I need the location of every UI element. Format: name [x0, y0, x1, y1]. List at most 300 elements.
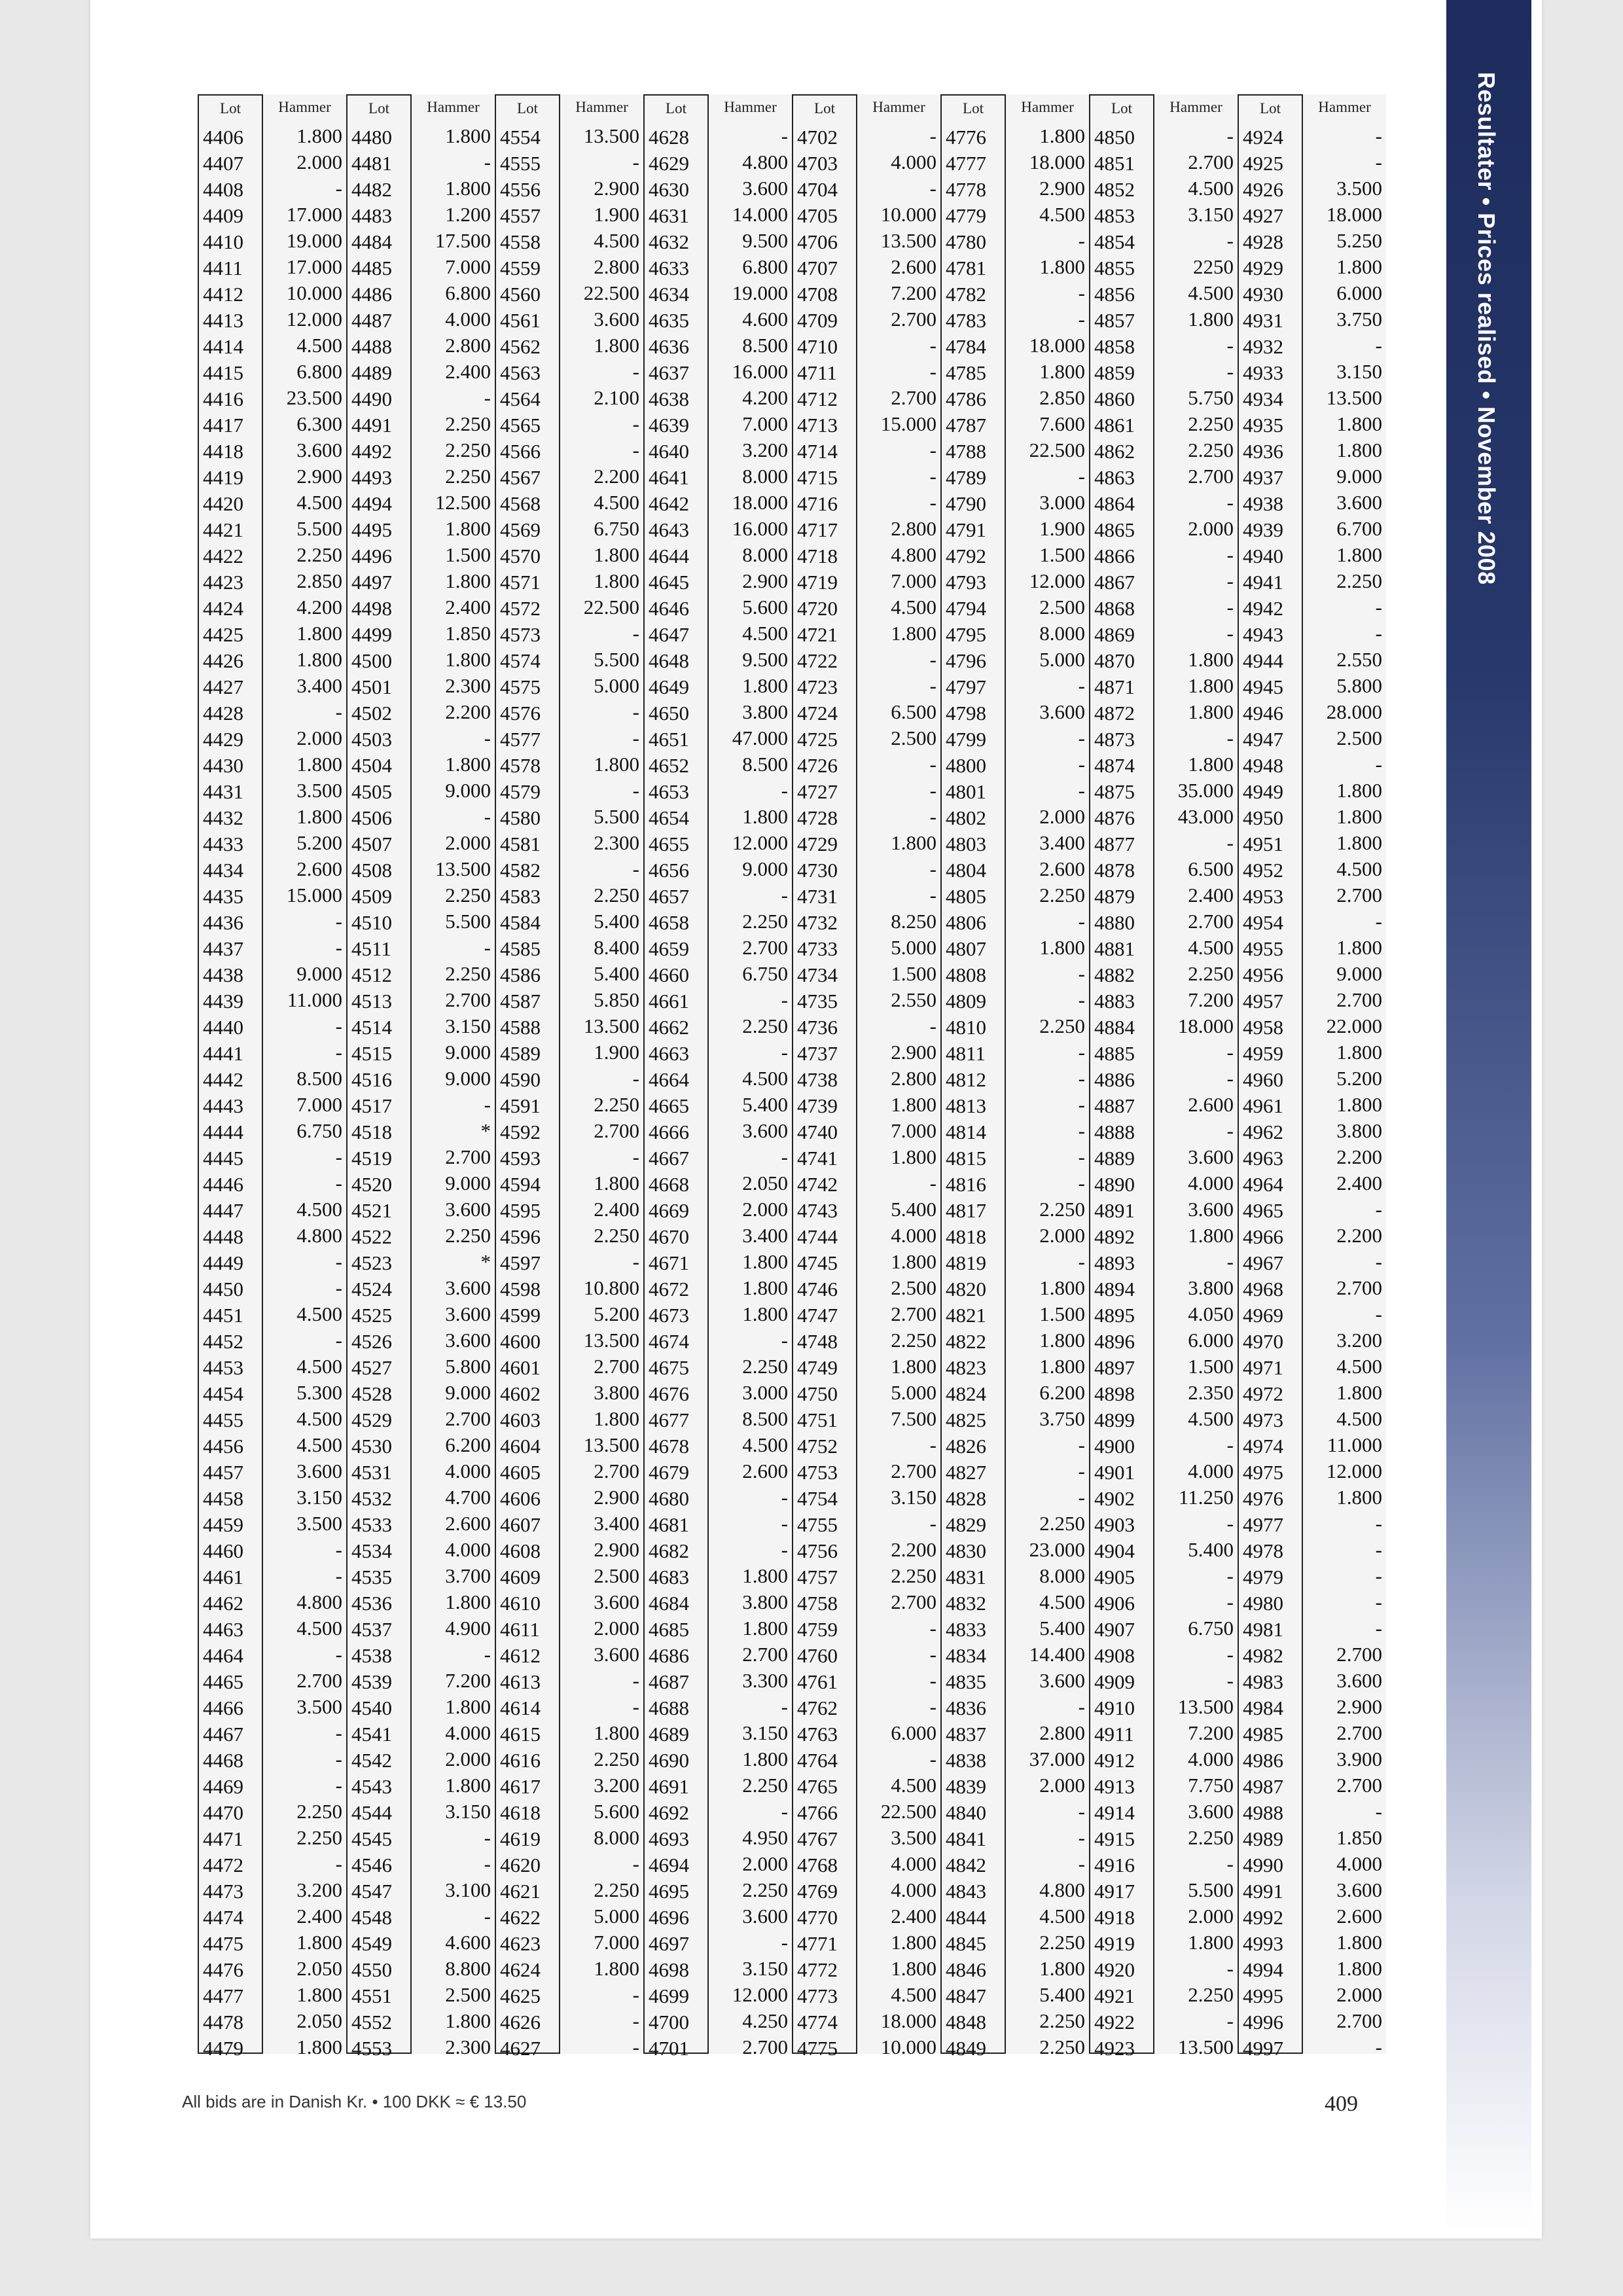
- hammer-price: 1.900: [594, 1041, 639, 1064]
- hammer-price: -: [1226, 1957, 1234, 1980]
- lot-number: 4942: [1243, 597, 1283, 620]
- hammer-price: 1.800: [1336, 779, 1382, 802]
- lot-number: 4617: [500, 1775, 541, 1798]
- hammer-price: 8.400: [594, 936, 639, 959]
- lot-number: 4920: [1094, 1958, 1135, 1981]
- lot-number: 4771: [797, 1932, 838, 1955]
- hammer-price: 6.750: [742, 962, 788, 985]
- hammer-price: 2.000: [296, 151, 342, 173]
- lot-number: 4953: [1243, 885, 1283, 908]
- lot-number: 4656: [649, 859, 689, 882]
- lot-number: 4450: [203, 1278, 243, 1300]
- lot-number: 4794: [946, 597, 986, 620]
- lot-number: 4781: [946, 257, 986, 279]
- lot-number: 4698: [649, 1958, 689, 1981]
- lot-number: 4493: [351, 466, 392, 489]
- hammer-price: -: [1226, 1433, 1234, 1456]
- hammer-price: 2.700: [891, 1302, 936, 1325]
- lot-number: 4975: [1243, 1461, 1283, 1484]
- hammer-price: -: [781, 1931, 788, 1954]
- hammer-price: 5.400: [1039, 1617, 1085, 1640]
- hammer-price: -: [1078, 779, 1085, 802]
- hammer-price: 2.800: [1039, 1721, 1085, 1744]
- lot-number: 4494: [351, 492, 392, 515]
- hammer-price: 2.700: [1336, 1276, 1382, 1299]
- lot-number: 4514: [351, 1016, 392, 1039]
- hammer-price: 2.250: [445, 439, 491, 461]
- lot-number: 4804: [946, 859, 986, 882]
- lot-number: 4715: [797, 466, 838, 489]
- lot-number: 4900: [1094, 1435, 1135, 1458]
- hammer-price: 2.600: [891, 255, 936, 278]
- hammer-price: -: [1078, 1852, 1085, 1875]
- hammer-price: 12.000: [1326, 1460, 1382, 1482]
- lot-number: 4880: [1094, 911, 1135, 934]
- hammer-price: 2.400: [891, 1905, 936, 1928]
- hammer-price: 1.800: [1188, 648, 1234, 671]
- lot-number: 4856: [1094, 283, 1135, 306]
- hammer-price: 15.000: [880, 412, 936, 435]
- hammer-price: 6.500: [891, 700, 936, 723]
- hammer-price: 2.250: [1188, 1826, 1234, 1849]
- lot-number: 4459: [203, 1513, 243, 1536]
- lot-number: 4544: [351, 1801, 392, 1824]
- lot-number: 4965: [1243, 1199, 1283, 1222]
- hammer-price: 13.500: [880, 229, 936, 252]
- lot-number: 4462: [203, 1592, 243, 1615]
- hammer-price: 1.800: [891, 1957, 936, 1980]
- lot-number: 4861: [1094, 414, 1135, 437]
- hammer-price: 1.800: [1188, 700, 1234, 723]
- lot-number: 4746: [797, 1278, 838, 1300]
- hammer-price: 4.000: [1336, 1852, 1382, 1875]
- hammer-price: 1.800: [445, 1774, 491, 1797]
- hammer-price: 5.500: [1188, 1878, 1234, 1901]
- lot-number: 4877: [1094, 833, 1135, 855]
- lot-header: Lot: [1111, 100, 1132, 117]
- hammer-price: -: [1375, 1590, 1382, 1613]
- hammer-price: 1.800: [1188, 753, 1234, 776]
- lot-number: 4416: [203, 387, 243, 410]
- hammer-price: -: [335, 1564, 342, 1587]
- lot-number: 4574: [500, 649, 541, 672]
- hammer-price: 5.300: [296, 1381, 342, 1404]
- lot-number: 4526: [351, 1330, 392, 1353]
- hammer-price: 4.600: [742, 308, 788, 331]
- hammer-price: 7.000: [742, 412, 788, 435]
- lot-number: 4527: [351, 1356, 392, 1379]
- lot-number: 4561: [500, 309, 541, 332]
- hammer-price: 1.800: [742, 1564, 788, 1587]
- lot-number: 4949: [1243, 780, 1283, 803]
- hammer-price: -: [781, 1800, 788, 1823]
- hammer-header: Hammer: [724, 99, 777, 115]
- hammer-price: 2.700: [891, 386, 936, 409]
- hammer-price: 4.500: [296, 334, 342, 357]
- hammer-price: -: [1078, 1250, 1085, 1273]
- hammer-price: 2.250: [445, 962, 491, 985]
- lot-number: 4757: [797, 1566, 838, 1588]
- lot-number: 4848: [946, 2011, 986, 2034]
- lot-number: 4940: [1243, 545, 1283, 567]
- lot-number: 4989: [1243, 1827, 1283, 1850]
- lot-number: 4994: [1243, 1958, 1283, 1981]
- hammer-price: 1.800: [296, 1931, 342, 1954]
- lot-number: 4502: [351, 702, 392, 725]
- hammer-price: 1.800: [891, 1093, 936, 1116]
- lot-number: 4531: [351, 1461, 392, 1484]
- hammer-price: -: [929, 1014, 936, 1037]
- lot-number: 4743: [797, 1199, 838, 1222]
- lot-number: 4976: [1243, 1487, 1283, 1510]
- hammer-price: 1.900: [1039, 517, 1085, 540]
- hammer-price: 1.800: [1039, 936, 1085, 959]
- hammer-price: 2.250: [1188, 439, 1234, 461]
- hammer-price: 4.500: [1336, 1407, 1382, 1430]
- hammer-column: [560, 94, 643, 2058]
- lot-number: 4479: [203, 2037, 243, 2060]
- hammer-price: 9.500: [742, 648, 788, 671]
- hammer-price: -: [1226, 1852, 1234, 1875]
- lot-number: 4584: [500, 911, 541, 934]
- hammer-price: -: [781, 1145, 788, 1168]
- hammer-price: -: [1226, 543, 1234, 566]
- hammer-price: -: [484, 805, 491, 828]
- lot-number: 4655: [649, 833, 689, 855]
- hammer-price: -: [1078, 1093, 1085, 1116]
- hammer-price: 5.850: [594, 988, 639, 1011]
- hammer-price: 2.000: [1039, 1224, 1085, 1247]
- lot-number: 4832: [946, 1592, 986, 1615]
- lot-number: 4487: [351, 309, 392, 332]
- hammer-price: 16.000: [732, 517, 788, 540]
- hammer-price: -: [1375, 1617, 1382, 1640]
- hammer-price: 3.150: [891, 1486, 936, 1509]
- hammer-price: 2.250: [1336, 569, 1382, 592]
- hammer-price: 1.850: [445, 622, 491, 645]
- hammer-price: 4.500: [891, 596, 936, 619]
- lot-number: 4952: [1243, 859, 1283, 882]
- lot-number: 4851: [1094, 152, 1135, 175]
- hammer-price: 2.700: [445, 1145, 491, 1168]
- lot-number: 4917: [1094, 1880, 1135, 1903]
- hammer-price: -: [1226, 1643, 1234, 1666]
- hammer-price: 1.800: [1336, 1486, 1382, 1509]
- hammer-price: 2.700: [1336, 1774, 1382, 1797]
- hammer-price: 2.500: [1336, 726, 1382, 749]
- lot-number: 4534: [351, 1539, 392, 1562]
- lot-number: 4909: [1094, 1670, 1135, 1693]
- hammer-price: 6.200: [1039, 1381, 1085, 1404]
- lot-number: 4453: [203, 1356, 243, 1379]
- lot-number: 4793: [946, 571, 986, 594]
- hammer-price: 2.250: [1039, 1931, 1085, 1954]
- hammer-price: 2.700: [594, 1460, 639, 1482]
- hammer-price: 7.000: [891, 1119, 936, 1142]
- lot-number: 4809: [946, 990, 986, 1013]
- hammer-price: 2.100: [594, 386, 639, 409]
- hammer-price: -: [1375, 1302, 1382, 1325]
- hammer-price: -: [1375, 1512, 1382, 1535]
- hammer-price: -: [781, 1041, 788, 1064]
- hammer-price: -: [1375, 124, 1382, 147]
- hammer-price: 3.400: [296, 674, 342, 697]
- lot-number: 4728: [797, 806, 838, 829]
- lot-number: 4860: [1094, 387, 1135, 410]
- hammer-price: 1.800: [296, 648, 342, 671]
- hammer-price: 1.500: [445, 543, 491, 566]
- lot-number: 4983: [1243, 1670, 1283, 1693]
- lot-number: 4995: [1243, 1984, 1283, 2007]
- hammer-price: 2.400: [296, 1905, 342, 1928]
- lot-number: 4634: [649, 283, 689, 306]
- hammer-price: 5.000: [1039, 648, 1085, 671]
- hammer-price: 17.000: [286, 255, 342, 278]
- lot-number: 4790: [946, 492, 986, 515]
- lot-number: 4430: [203, 754, 243, 777]
- lot-number: 4649: [649, 675, 689, 698]
- lot-number: 4670: [649, 1225, 689, 1248]
- hammer-price: 8.000: [594, 1826, 639, 1849]
- hammer-price: 4.500: [1188, 1407, 1234, 1430]
- lot-number: 4730: [797, 859, 838, 882]
- hammer-price: -: [1078, 465, 1085, 488]
- lot-number: 4762: [797, 1696, 838, 1719]
- hammer-price: -: [1226, 596, 1234, 619]
- hammer-price: 3.600: [1336, 491, 1382, 514]
- hammer-price: 2.550: [891, 988, 936, 1011]
- hammer-price: 3.100: [445, 1878, 491, 1901]
- hammer-price: 2.200: [891, 1538, 936, 1561]
- hammer-price: 4.000: [891, 1224, 936, 1247]
- lot-number: 4929: [1243, 257, 1283, 279]
- hammer-price: -: [1226, 726, 1234, 749]
- lot-number: 4935: [1243, 414, 1283, 437]
- lot-number: 4986: [1243, 1749, 1283, 1772]
- hammer-price: 5.000: [891, 936, 936, 959]
- lot-number: 4885: [1094, 1042, 1135, 1065]
- lot-number: 4997: [1243, 2037, 1283, 2060]
- hammer-price: 5.000: [891, 1381, 936, 1404]
- lot-number: 4876: [1094, 806, 1135, 829]
- lot-number: 4705: [797, 204, 838, 227]
- lot-number: 4787: [946, 414, 986, 437]
- lot-number: 4504: [351, 754, 392, 777]
- lot-number: 4824: [946, 1382, 986, 1405]
- lot-number: 4788: [946, 440, 986, 463]
- hammer-price: -: [929, 1669, 936, 1692]
- lot-number: 4807: [946, 937, 986, 960]
- lot-number: 4438: [203, 963, 243, 986]
- lot-number: 4635: [649, 309, 689, 332]
- lot-number: 4797: [946, 675, 986, 698]
- lot-number: 4426: [203, 649, 243, 672]
- lot-number: 4576: [500, 702, 541, 725]
- lot-number: 4595: [500, 1199, 541, 1222]
- hammer-price: -: [335, 1538, 342, 1561]
- hammer-price: -: [781, 1329, 788, 1352]
- hammer-price: -: [632, 151, 639, 173]
- hammer-price: 6.500: [1188, 857, 1234, 880]
- hammer-price: 13.500: [583, 1014, 639, 1037]
- lot-number: 4734: [797, 963, 838, 986]
- lot-number: 4849: [946, 2037, 986, 2060]
- hammer-price: 1.800: [742, 1617, 788, 1640]
- results-table: [198, 94, 1386, 2060]
- hammer-price: -: [632, 726, 639, 749]
- lot-number: 4714: [797, 440, 838, 463]
- hammer-price: 4.500: [1188, 936, 1234, 959]
- hammer-price: 1.800: [445, 517, 491, 540]
- hammer-price: 2.250: [742, 1878, 788, 1901]
- lot-number: 4628: [649, 126, 689, 149]
- hammer-price: -: [929, 1512, 936, 1535]
- hammer-price: 2.250: [594, 1878, 639, 1901]
- hammer-price: -: [1226, 229, 1234, 252]
- hammer-price: 1.800: [1039, 1355, 1085, 1378]
- hammer-price: 4.500: [891, 1774, 936, 1797]
- lot-number: 4854: [1094, 230, 1135, 253]
- lot-number: 4868: [1094, 597, 1135, 620]
- lot-number: 4859: [1094, 361, 1135, 384]
- hammer-price: 1.850: [1336, 1826, 1382, 1849]
- lot-number: 4912: [1094, 1749, 1135, 1772]
- lot-number: 4782: [946, 283, 986, 306]
- hammer-price: 4.000: [445, 1538, 491, 1561]
- lot-number: 4699: [649, 1984, 689, 2007]
- hammer-price: 2.000: [445, 831, 491, 854]
- lot-number: 4924: [1243, 126, 1283, 149]
- lot-number: 4418: [203, 440, 243, 463]
- lot-number: 4719: [797, 571, 838, 594]
- lot-number: 4894: [1094, 1278, 1135, 1300]
- hammer-price: 2.500: [891, 1276, 936, 1299]
- lot-number: 4821: [946, 1304, 986, 1327]
- hammer-price: 9.000: [296, 962, 342, 985]
- lot-number: 4969: [1243, 1304, 1283, 1327]
- lot-number: 4838: [946, 1749, 986, 1772]
- hammer-price: 1.800: [594, 753, 639, 776]
- hammer-price: 2.250: [891, 1329, 936, 1352]
- lot-number: 4799: [946, 728, 986, 751]
- lot-number: 4978: [1243, 1539, 1283, 1562]
- lot-header: Lot: [368, 100, 389, 117]
- lot-number: 4970: [1243, 1330, 1283, 1353]
- lot-number: 4875: [1094, 780, 1135, 803]
- hammer-price: 28.000: [1326, 700, 1382, 723]
- lot-number: 4492: [351, 440, 392, 463]
- hammer-price: 9.000: [445, 1041, 491, 1064]
- lot-number: 4690: [649, 1749, 689, 1772]
- hammer-price: 2.250: [445, 412, 491, 435]
- hammer-price: 7.000: [445, 255, 491, 278]
- hammer-price: 9.000: [1336, 962, 1382, 985]
- hammer-price: 3.600: [742, 1905, 788, 1928]
- hammer-price: 4.500: [742, 1433, 788, 1456]
- hammer-price: 2.000: [1188, 517, 1234, 540]
- hammer-price: -: [1226, 569, 1234, 592]
- hammer-price: 2.700: [594, 1119, 639, 1142]
- lot-number: 4442: [203, 1068, 243, 1091]
- lot-number: 4525: [351, 1304, 392, 1327]
- hammer-price: 1.500: [1188, 1355, 1234, 1378]
- lot-number: 4445: [203, 1147, 243, 1170]
- lot-number: 4431: [203, 780, 243, 803]
- lot-number: 4879: [1094, 885, 1135, 908]
- hammer-price: 4.500: [296, 491, 342, 514]
- lot-number: 4695: [649, 1880, 689, 1903]
- lot-number: 4806: [946, 911, 986, 934]
- lot-number: 4615: [500, 1723, 541, 1746]
- hammer-price: -: [632, 1145, 639, 1168]
- hammer-price: 4.500: [1188, 177, 1234, 200]
- hammer-price: 2.250: [1188, 962, 1234, 985]
- lot-number: 4417: [203, 414, 243, 437]
- lot-number: 4766: [797, 1801, 838, 1824]
- lot-number: 4521: [351, 1199, 392, 1222]
- lot-number: 4659: [649, 937, 689, 960]
- lot-number: 4660: [649, 963, 689, 986]
- hammer-price: 4.500: [1039, 203, 1085, 226]
- lot-number: 4623: [500, 1932, 541, 1955]
- hammer-price: -: [1078, 674, 1085, 697]
- lot-number: 4710: [797, 335, 838, 358]
- lot-number: 4795: [946, 623, 986, 646]
- hammer-price: -: [1078, 229, 1085, 252]
- hammer-price: -: [1078, 962, 1085, 985]
- hammer-price: 6.750: [1188, 1617, 1234, 1640]
- lot-number: 4852: [1094, 178, 1135, 201]
- lot-number: 4716: [797, 492, 838, 515]
- hammer-price: -: [1078, 910, 1085, 933]
- hammer-price: -: [1226, 491, 1234, 514]
- lot-number: 4603: [500, 1408, 541, 1431]
- lot-number: 4842: [946, 1854, 986, 1876]
- lot-number: 4954: [1243, 911, 1283, 934]
- lot-number: 4469: [203, 1775, 243, 1798]
- lot-number: 4827: [946, 1461, 986, 1484]
- lot-number: 4604: [500, 1435, 541, 1458]
- hammer-price: -: [484, 1852, 491, 1875]
- hammer-price: 1.800: [1039, 1957, 1085, 1980]
- hammer-price: 3.600: [445, 1302, 491, 1325]
- hammer-price: 2.250: [891, 1564, 936, 1587]
- lot-number: 4490: [351, 387, 392, 410]
- hammer-price: -: [1375, 1538, 1382, 1561]
- hammer-price: 4.000: [891, 1878, 936, 1901]
- hammer-price: 2.700: [445, 1407, 491, 1430]
- hammer-price: 2.000: [594, 1617, 639, 1640]
- hammer-price: 1.800: [594, 543, 639, 566]
- lot-number: 4637: [649, 361, 689, 384]
- hammer-price: 2.700: [1336, 988, 1382, 1011]
- lot-number: 4830: [946, 1539, 986, 1562]
- hammer-price: 1.800: [445, 753, 491, 776]
- lot-number: 4739: [797, 1094, 838, 1117]
- hammer-price: -: [1375, 1198, 1382, 1221]
- hammer-price: 37.000: [1029, 1748, 1085, 1770]
- lot-number: 4718: [797, 545, 838, 567]
- lot-number: 4702: [797, 126, 838, 149]
- lot-number: 4836: [946, 1696, 986, 1719]
- hammer-price: -: [632, 1983, 639, 2006]
- hammer-price: 2.850: [1039, 386, 1085, 409]
- lot-number: 4712: [797, 387, 838, 410]
- hammer-price: 9.000: [445, 779, 491, 802]
- lot-number: 4738: [797, 1068, 838, 1091]
- hammer-column: [1006, 94, 1089, 2058]
- hammer-price: 10.800: [583, 1276, 639, 1299]
